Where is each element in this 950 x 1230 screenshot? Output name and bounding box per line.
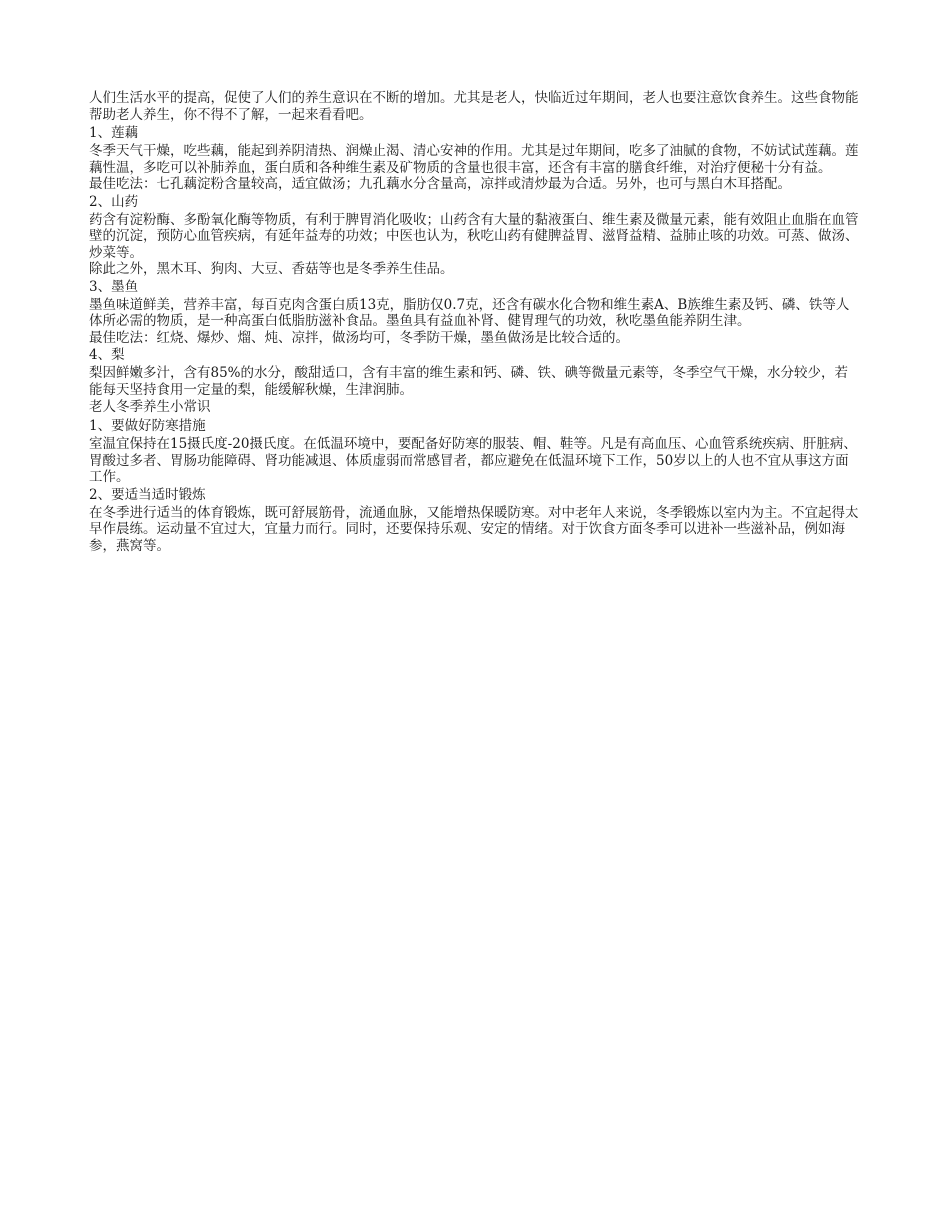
cold-protection-paragraph: 室温宜保持在15摄氏度-20摄氏度。在低温环境中，要配备好防寒的服装、帽、鞋等。凡是有高血压、心血管系统疾病、肝脏病、胃酸过多者、胃肠功能障碍、肾功能减退、体质虚弱而常感冒者，都应避免在低温环境下工作，50岁以上的人也不宜从事这方面工作。 xyxy=(89,436,857,485)
section-heading-pear: 4、梨 xyxy=(89,347,125,363)
tips-title: 老人冬季养生小常识 xyxy=(89,399,211,415)
yam-paragraph: 药含有淀粉酶、多酚氧化酶等物质，有利于脾胃消化吸收；山药含有大量的黏液蛋白、维生素及微量元素，能有效阻止血脂在血管壁的沉淀，预防心血管疾病，有延年益寿的功效；中医也认为，秋吃山药有健脾益胃、滋肾益精、益肺止咳的功效。可蒸、做汤、炒菜等。 xyxy=(89,211,859,261)
lotus-root-best-way-paragraph: 最佳吃法：七孔藕淀粉含量较高，适宜做汤；九孔藕水分含量高，凉拌或清炒最为合适。另外，也可与黑白木耳搭配。 xyxy=(89,176,791,192)
pear-paragraph: 梨因鲜嫩多汁，含有85%的水分，酸甜适口，含有丰富的维生素和钙、磷、铁、碘等微量元素等，冬季空气干燥，水分较少，若能每天坚持食用一定量的梨，能缓解秋燥，生津润肺。 xyxy=(89,365,849,398)
intro-paragraph: 人们生活水平的提高，促使了人们的养生意识在不断的增加。尤其是老人，快临近过年期间，老人也要注意饮食养生。这些食物能帮助老人养生，你不得不了解，一起来看看吧。 xyxy=(89,90,859,123)
cuttlefish-paragraph: 墨鱼味道鲜美，营养丰富，每百克肉含蛋白质13克，脂肪仅0.7克，还含有碳水化合物和维生素A、B族维生素及钙、磷、铁等人体所必需的物质，是一种高蛋白低脂肪滋补食品。墨鱼具有益血补肾、健胃理气的功效，秋吃墨鱼能养阴生津。 xyxy=(89,296,850,329)
cuttlefish-best-way-paragraph: 最佳吃法：红烧、爆炒、熘、炖、凉拌，做汤均可，冬季防干燥，墨鱼做汤是比较合适的。 xyxy=(89,329,629,346)
lotus-root-paragraph: 冬季天气干燥，吃些藕，能起到养阴清热、润燥止渴、清心安神的作用。尤其是过年期间，吃多了油腻的食物，不妨试试莲藕。莲藕性温，多吃可以补肺养血，蛋白质和各种维生素及矿物质的含量也很丰富，还含有丰富的膳食纤维，对治疗便秘十分有益。 xyxy=(89,143,859,176)
section-heading-cuttlefish: 3、墨鱼 xyxy=(89,278,139,295)
section-heading-yam: 2、山药 xyxy=(89,193,139,210)
tip-heading-exercise: 2、要适当适时锻炼 xyxy=(89,486,206,503)
article-body xyxy=(89,90,861,554)
section-heading-lotus-root: 1、莲藕 xyxy=(89,125,139,141)
yam-extra-paragraph: 除此之外，黑木耳、狗肉、大豆、香菇等也是冬季养生佳品。 xyxy=(89,261,454,277)
tip-heading-cold-protection: 1、要做好防寒措施 xyxy=(89,418,206,434)
exercise-paragraph: 在冬季进行适当的体育锻炼，既可舒展筋骨，流通血脉，又能增热保暖防寒。对中老年人来说，冬季锻炼以室内为主。不宜起得太早作晨练。运动量不宜过大，宜量力而行。同时，还要保持乐观、安定的情绪。对于饮食方面冬季可以进补一些滋补品，例如海参，燕窝等。 xyxy=(89,504,859,554)
